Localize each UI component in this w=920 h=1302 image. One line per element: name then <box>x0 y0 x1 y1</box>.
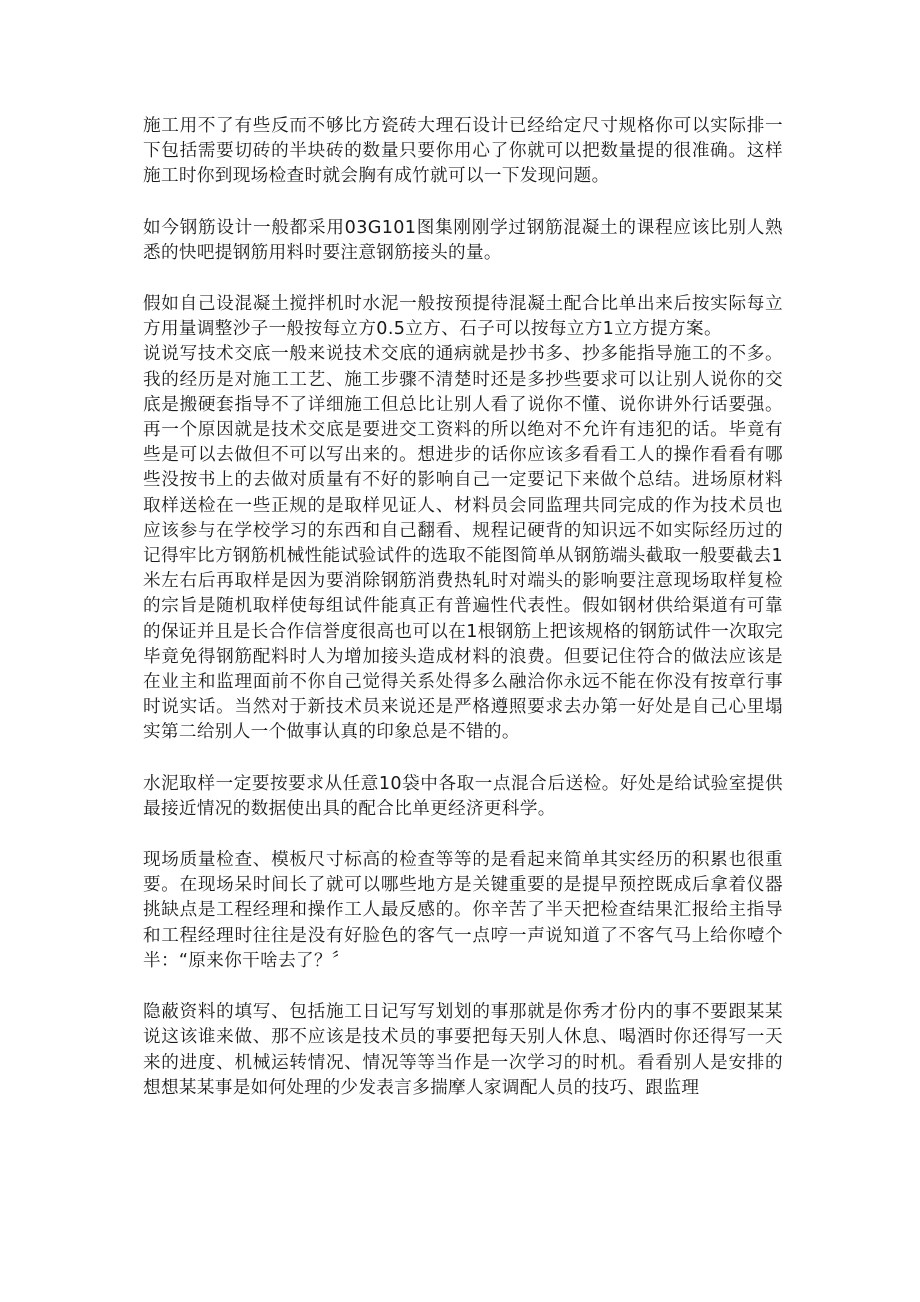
paragraph-cement-sampling: 水泥取样一定要按要求从任意10袋中各取一点混合后送检。好处是给试验室提供最接近情况的数据使出具的配合比单更经济更科学。 <box>143 773 783 819</box>
paragraph-tile-quantity: 施工用不了有些反而不够比方瓷砖大理石设计已经给定尺寸规格你可以实际排一下包括需要切砖的半块砖的数量只要你用心了你就可以把数量提的很准确。这样施工时你到现场检查时就会胸有成竹就可以一下发现问题。 <box>143 116 783 187</box>
document-body <box>143 114 783 1101</box>
paragraph-rebar-design: 如今钢筋设计一般都采用03G101图集刚刚学过钢筋混凝土的课程应该比别人熟悉的快吧提钢筋用料时要注意钢筋接头的量。 <box>143 217 783 263</box>
paragraph-quality-inspection: 现场质量检查、模板尺寸标高的检查等等的是看起来简单其实经历的积累也很重要。在现场呆时间长了就可以哪些地方是关键重要的是提早预控既成后拿着仪器挑缺点是工程经理和操作工人最反感的。你辛苦了半天把检查结果汇报给主指导和工程经理时往往是没有好脸色的客气一点哼一声说知道了不客气马上给你噎个半：“原来你干啥去了？〞 <box>143 850 783 971</box>
paragraph-technical-disclosure: 说说写技术交底一般来说技术交底的通病就是抄书多、抄多能指导施工的不多。我的经历是对施工工艺、施工步骤不清楚时还是多抄些要求可以让别人说你的交底是搬硬套指导不了详细施工但总比让别人看了说你不懂、说你讲外行话要强。再一个原因就是技术交底是要进交工资料的所以绝对不允许有违犯的话。毕竟有些是可以去做但不可以写出来的。想进步的话你应该多看看工人的操作看看有哪些没按书上的去做对质量有不好的影响自己一定要记下来做个总结。进场原材料取样送检在一些正规的是取样见证人、材料员会同监理共同完成的作为技术员也应该参与在学校学习的东西和自己翻看、规程记硬背的知识远不如实际经历过的记得牢比方钢筋机械性能试验试件的选取不能图简单从钢筋端头截取一般要截去1米左右后再取样是因为要消除钢筋消费热轧时对端头的影响要注意现场取样复检的宗旨是随机取样使每组试件能真正有普遍性代表性。假如钢材供给渠道有可靠的保证并且是长合作信誉度很高也可以在1根钢筋上把该规格的钢筋试件一次取完毕竟免得钢筋配料时人为增加接头造成材料的浪费。但要记住符合的做法应该是在业主和监理面前不你自己觉得关系处得多么融洽你永远不能在你没有按章行事时说实话。当然对于新技术员来说还是严格遵照要求去办第一好处是自己心里塌实第二给别人一个做事认真的印象总是不错的。 <box>143 344 783 743</box>
paragraph-concealed-records: 隐蔽资料的填写、包括施工日记写写划划的事那就是你秀才份内的事不要跟某某说这该谁来做、那不应该是技术员的事要把每天别人休息、喝酒时你还得写一天来的进度、机械运转情况、情况等等当作是一次学习的时机。看看别人是安排的想想某某事是如何处理的少发表言多揣摩人家调配人员的技巧、跟监理 <box>143 1002 783 1098</box>
paragraph-concrete-mixer: 假如自己设混凝土搅拌机时水泥一般按预提待混凝土配合比单出来后按实际每立方用量调整沙子一般按每立方0.5立方、石子可以按每立方1立方提方案。 <box>143 294 783 340</box>
